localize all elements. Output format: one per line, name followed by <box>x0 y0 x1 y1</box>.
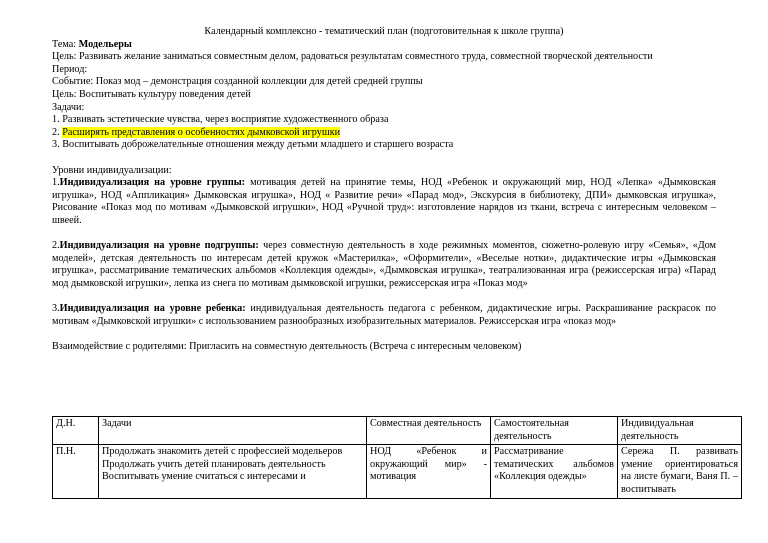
tasks-label: Задачи: <box>52 101 85 113</box>
task-1: 1. Развивать эстетические чувства, через восприятие художественного образа <box>52 114 389 126</box>
cell-day: П.Н. <box>53 445 99 498</box>
level-1-text: мотивация детей на принятие темы, НОД «Ребенок и окружающий мир, НОД «Лепка» «Дымковская игрушка», НОД «Аппликация» Дымковская игрушка», НОД « Развитие речи» «Парад мод», Экскурсия в библиотеку, ДПИ» дымковская игрушка», Рисование «Показ мод по мотивам «Дымковской игрушки», НОД «Ручной труд»: изготовление нарядов из ткани, встреча с интересным человеком – швеей. <box>52 177 716 226</box>
goal2-line: Цель: Воспитывать культуру поведения детей <box>52 88 251 100</box>
level-3-text: индивидуальная деятельность педагога с ребенком, дидактические игры. Раскрашивание раскрасок по мотивам «Дымковской игрушки» с использованием разнообразных изобразительных материалов. Режиссерская игра «показ мод» <box>52 303 716 327</box>
level-2-number: 2. <box>52 240 60 252</box>
task-line: Воспитывать умение считаться с интересами и <box>102 471 306 483</box>
task-line: Продолжать знакомить детей с профессией модельеров <box>102 446 343 458</box>
parents-line: Взаимодействие с родителями: Пригласить на совместную деятельность (Встреча с интересным человеком) <box>52 340 522 352</box>
cell-individual: Сережа П. развивать умение ориентироваться на листе бумаги, Ваня П. – воспитывать <box>618 445 742 498</box>
task-line: Продолжать учить детей планировать деятельность <box>102 458 326 470</box>
header-individual: Индивидуальная деятельность <box>618 417 742 445</box>
theme-value: Модельеры <box>78 38 132 50</box>
level-1-paragraph <box>52 177 716 227</box>
document-title: Календарный комплексно - тематический план (подготовительная к школе группа) <box>204 26 564 37</box>
level-3-number: 3. <box>52 303 60 315</box>
cell-independent: Рассматривание тематических альбомов «Коллекция одежды» <box>491 445 618 498</box>
level-1-title: Индивидуализация на уровне группы: <box>59 177 246 189</box>
levels-label: Уровни индивидуализации: <box>52 164 172 176</box>
task-3: 3. Воспитывать доброжелательные отношения между детьми младшего и старшего возраста <box>52 139 454 151</box>
period-line: Период: <box>52 63 88 75</box>
level-2-paragraph <box>52 240 716 290</box>
event-line: Событие: Показ мод – демонстрация созданной коллекции для детей средней группы <box>52 76 423 88</box>
level-2-title: Индивидуализация на уровне подгруппы: <box>59 240 259 252</box>
theme-label: Тема: <box>52 38 79 50</box>
header-day: Д.Н. <box>53 417 99 445</box>
level-2-text: через совместную деятельность в ходе режимных моментов, сюжетно-ролевую игру «Семья», «Дом моделей», детская деятельность по интересам детей кружок «Мастерилка», «Оформители», «Веселые нотки», дидактические игры «Дымковская игрушка», рассматривание тематических альбомов «Коллекция одежды», «Дымковская игрушка», театрализованная игра (режиссерская игра) «Парад мод дымковской игрушки», лепка из снега по мотивам дымковской игрушки, режиссерская игра «Показ мод» <box>52 240 716 289</box>
task-2 <box>52 127 716 140</box>
goal-line: Цель: Развивать желание заниматься совместным делом, радоваться результатам совместного труда, совместной творческой деятельности <box>52 51 653 63</box>
task-2-number: 2. <box>52 126 63 138</box>
cell-joint: НОД «Ребенок и окружающий мир» - мотивация <box>367 445 491 498</box>
table-row <box>53 445 742 498</box>
table-header-row <box>53 417 742 445</box>
header-tasks: Задачи <box>99 417 367 445</box>
task-2-highlighted: Расширять представления о особенностях дымковской игрушки <box>62 126 341 138</box>
level-3-title: Индивидуализация на уровне ребенка: <box>59 303 246 315</box>
plan-table <box>52 416 742 499</box>
header-independent: Самостоятельная деятельность <box>491 417 618 445</box>
level-1-number: 1. <box>52 177 60 189</box>
theme-line <box>52 39 716 52</box>
level-3-paragraph <box>52 303 716 328</box>
document-body <box>52 26 716 353</box>
header-joint: Совместная деятельность <box>367 417 491 445</box>
cell-tasks <box>99 445 367 498</box>
